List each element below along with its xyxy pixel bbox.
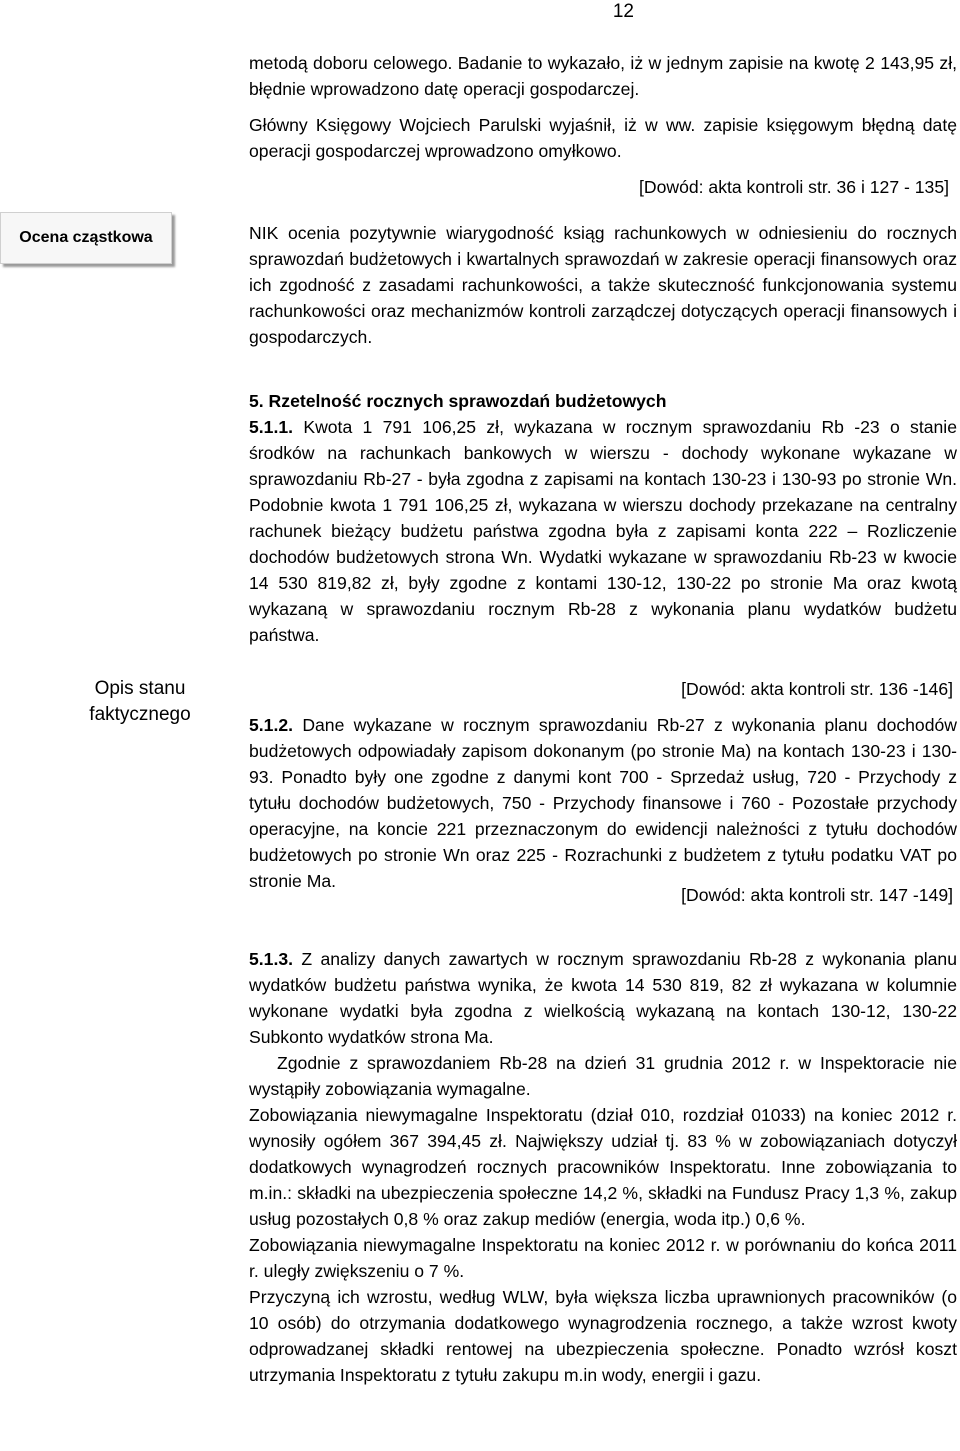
page-number: 12 [612, 1, 634, 22]
text-5-1-1: Kwota 1 791 106,25 zł, wykazana w rocznym sprawozdaniu Rb -23 o stanie środków na rachunkach bankowych w wierszu - dochody wykonane wykazane w sprawozdaniu Rb-27 - była zgodna z zapisami na kontach 130-23 i 130-93 po stronie Wn. Podobnie kwota 1 791 106,25 zł, wykazana w wierszu dochody przekazane na centralny rachunek bieżący budżetu państwa zgodna była z zapisami konta 222 – Rozliczenie dochodów budżetowych strona Wn. Wydatki wykazane w sprawozdaniu Rb-23 w kwocie 14 530 819,82 zł, były zgodne z kontami 130-12, 130-22 po stronie Ma oraz kwotą wykazaną w sprawozdaniu rocznym Rb-28 z wykonania planu wydatków budżetu państwa. [249, 417, 957, 645]
assessment-paragraph: NIK ocenia pozytywnie wiarygodność ksiąg rachunkowych w odniesieniu do rocznych sprawozdań budżetowych i kwartalnych sprawozdań w zakresie operacji finansowych oraz ich zgodność z zasadami rachunkowości, a także skuteczność funkcjonowania systemu rachunkowości oraz mechanizmów kontroli zarządczej dotyczących operacji finansowych i gospodarczych. [249, 223, 957, 347]
facts-text-block [249, 388, 957, 648]
paragraph-explanation: Główny Księgowy Wojciech Parulski wyjaśnił, iż w ww. zapisie księgowym błędną datę operacji gospodarczej wprowadzono omyłkowo. [249, 115, 957, 161]
evidence-reference: [Dowód: akta kontroli str. 36 i 127 - 135] [638, 177, 949, 197]
top-text-block [249, 50, 957, 200]
paragraph-comparison: Zobowiązania niewymagalne Inspektoratu na koniec 2012 r. w porównaniu do końca 2011 r. uległy zwiększeniu o 7 %. [249, 1235, 957, 1281]
number-5-1-2: 5.1.2. [249, 715, 294, 735]
section-heading: 5. Rzetelność rocznych sprawozdań budżetowych [249, 391, 667, 411]
text-5-1-3: Z analizy danych zawartych w rocznym sprawozdaniu Rb-28 z wykonania planu wydatków budżetu państwa wynika, że kwota 14 530 819, 82 zł wykazana w kolumnie wykonane wydatki była zgodna z wielkością wykazaną na kontach 130-12, 130-22 Subkonto wydatków strona Ma. [249, 949, 957, 1047]
paragraph-5-1-1 [249, 414, 957, 648]
paragraph-sampling: metodą doboru celowego. Badanie to wykazało, iż w jednym zapisie na kwotę 2 143,95 zł, błędnie wprowadzono datę operacji gospodarczej. [249, 53, 957, 99]
paragraph-5-1-2 [249, 712, 957, 894]
number-5-1-1: 5.1.1. [249, 417, 294, 437]
evidence-reference-5-1-1: [Dowód: akta kontroli str. 136 -146] [681, 679, 953, 699]
evidence-reference-5-1-2: [Dowód: akta kontroli str. 147 -149] [681, 885, 953, 905]
paragraph-5-1-3 [249, 946, 957, 1050]
assessment-margin-label: Ocena cząstkowa [19, 229, 153, 246]
assessment-text-block [249, 220, 957, 350]
block-5-1-2 [249, 712, 957, 894]
paragraph-cause: Przyczyną ich wzrostu, według WLW, była większa liczba uprawnionych pracowników (o 10 osób) do otrzymania dodatkowego wynagrodzenia rocznego, a także wzrost kwoty odprowadzanej składki rentowej na ubezpieczenia społeczne. Ponadto wzrósł koszt utrzymania Inspektoratu z tytułu zakupu m.in wody, energii i gazu. [249, 1287, 957, 1385]
facts-margin-label [70, 676, 210, 728]
facts-margin-label-line2: faktycznego [89, 704, 191, 725]
paragraph-no-due-liabilities: Zgodnie z sprawozdaniem Rb-28 na dzień 31 grudnia 2012 r. w Inspektoracie nie wystąpiły zobowiązania wymagalne. [249, 1053, 957, 1099]
assessment-margin-box [0, 212, 172, 264]
text-5-1-2: Dane wykazane w rocznym sprawozdaniu Rb-27 z wykonania planu dochodów budżetowych odpowiadały zapisom dokonanym (po stronie Ma) na kontach 130-23 i 130-93. Ponadto były one zgodne z danymi kont 700 - Sprzedaż usług, 720 - Przychody z tytułu dochodów budżetowych, 750 - Przychody finansowe i 760 - Pozostałe przychody operacyjne, na koncie 221 przeznaczonym do ewidencji należności z tytułu dochodów budżetowych po stronie Wn oraz 225 - Rozrachunki z budżetem z tytułu podatku VAT po stronie Ma. [249, 715, 957, 891]
number-5-1-3: 5.1.3. [249, 949, 294, 969]
block-5-1-3 [249, 946, 957, 1388]
paragraph-non-due-liabilities: Zobowiązania niewymagalne Inspektoratu (dział 010, rozdział 01033) na koniec 2012 r. wynosiły ogółem 367 394,45 zł. Największy udział tj. 83 % w zobowiązaniach dotyczył dodatkowych wynagrodzeń rocznych pracowników Inspektoratu. Inne zobowiązania to m.in.: składki na ubezpieczenia społeczne 14,2 %, składki na Fundusz Pracy 1,3 %, zakup usług pozostałych 0,8 % oraz zakup mediów (energia, woda itp.) 0,6 %. [249, 1105, 957, 1229]
facts-margin-label-line1: Opis stanu [94, 678, 186, 699]
